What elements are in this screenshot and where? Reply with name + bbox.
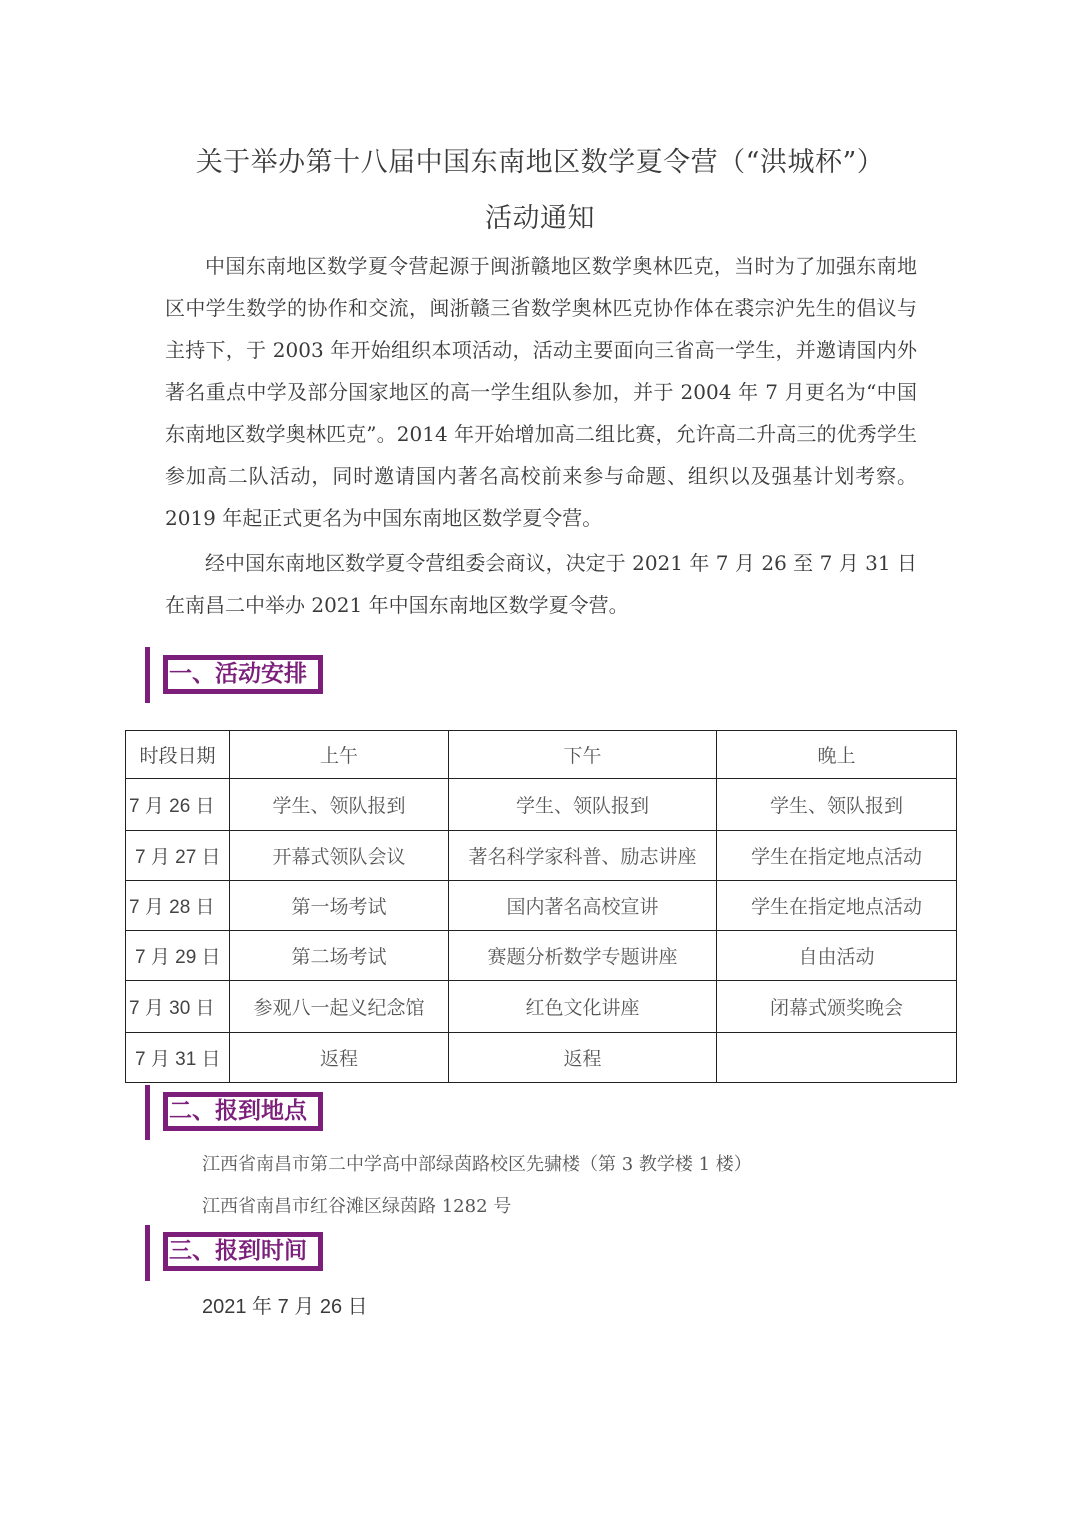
date-cell: 7 月 27 日 (126, 831, 230, 881)
section-heading: 三、报到时间 (163, 1232, 323, 1271)
date-cell: 7 月 30 日 (126, 981, 230, 1033)
cell: 返程 (449, 1033, 717, 1083)
cell: 学生、领队报到 (449, 779, 717, 831)
cell: 自由活动 (717, 931, 957, 981)
header-cell: 时段日期 (126, 731, 230, 779)
cell: 闭幕式颁奖晚会 (717, 981, 957, 1033)
table-row (126, 881, 957, 931)
section-heading: 一、活动安排 (163, 655, 323, 694)
header-cell: 下午 (449, 731, 717, 779)
intro-paragraph: 中国东南地区数学夏令营起源于闽浙赣地区数学奥林匹克，当时为了加强东南地区中学生数学的协作和交流，闽浙赣三省数学奥林匹克协作体在裘宗沪先生的倡议与主持下，于 2003 年开始组织本项活动，活动主要面向三省高一学生，并邀请国内外著名重点中学及部分国家地区的高一学生组队参加，并于 2004 年 7 月更名为“中国东南地区数学奥林匹克”。2014 年开始增加高二组比赛，允许高二升高三的优秀学生参加高二队活动，同时邀请国内著名高校前来参与命题、组织以及强基计划考察。2019 年起正式更名为中国东南地区数学夏令营。 (165, 254, 917, 530)
cell: 第一场考试 (230, 881, 449, 931)
cell: 学生在指定地点活动 (717, 831, 957, 881)
cell: 学生、领队报到 (717, 779, 957, 831)
schedule-table (125, 730, 957, 1083)
table-header-row (126, 731, 957, 779)
table-row (126, 931, 957, 981)
header-cell: 晚上 (717, 731, 957, 779)
address-line: 江西省南昌市红谷滩区绿茵路 1282 号 (202, 1196, 512, 1217)
cell: 国内著名高校宣讲 (449, 881, 717, 931)
table-row (126, 981, 957, 1033)
date-cell: 7 月 28 日 (126, 881, 230, 931)
section-heading: 二、报到地点 (163, 1092, 323, 1131)
cell: 返程 (230, 1033, 449, 1083)
table-row (126, 1033, 957, 1083)
table-row (126, 831, 957, 881)
registration-date: 2021 年 7 月 26 日 (202, 1296, 368, 1318)
cell: 学生在指定地点活动 (717, 881, 957, 931)
cell (717, 1033, 957, 1083)
cell: 赛题分析数学专题讲座 (449, 931, 717, 981)
document-title-line1: 关于举办第十八届中国东南地区数学夏令营（“洪城杯”） (195, 147, 885, 178)
cell: 著名科学家科普、励志讲座 (449, 831, 717, 881)
section-accent-bar (145, 647, 150, 703)
header-cell: 上午 (230, 731, 449, 779)
section-accent-bar (145, 1085, 150, 1140)
section-accent-bar (145, 1225, 150, 1281)
cell: 参观八一起义纪念馆 (230, 981, 449, 1033)
decision-paragraph: 经中国东南地区数学夏令营组委会商议，决定于 2021 年 7 月 26 至 7 月 31 日在南昌二中举办 2021 年中国东南地区数学夏令营。 (165, 551, 917, 617)
cell: 开幕式领队会议 (230, 831, 449, 881)
cell: 第二场考试 (230, 931, 449, 981)
date-cell: 7 月 26 日 (126, 779, 230, 831)
table-row (126, 779, 957, 831)
document-title-line2: 活动通知 (485, 203, 595, 234)
cell: 学生、领队报到 (230, 779, 449, 831)
date-cell: 7 月 29 日 (126, 931, 230, 981)
date-cell: 7 月 31 日 (126, 1033, 230, 1083)
cell: 红色文化讲座 (449, 981, 717, 1033)
address-line: 江西省南昌市第二中学高中部绿茵路校区先骕楼（第 3 教学楼 1 楼） (202, 1154, 752, 1175)
